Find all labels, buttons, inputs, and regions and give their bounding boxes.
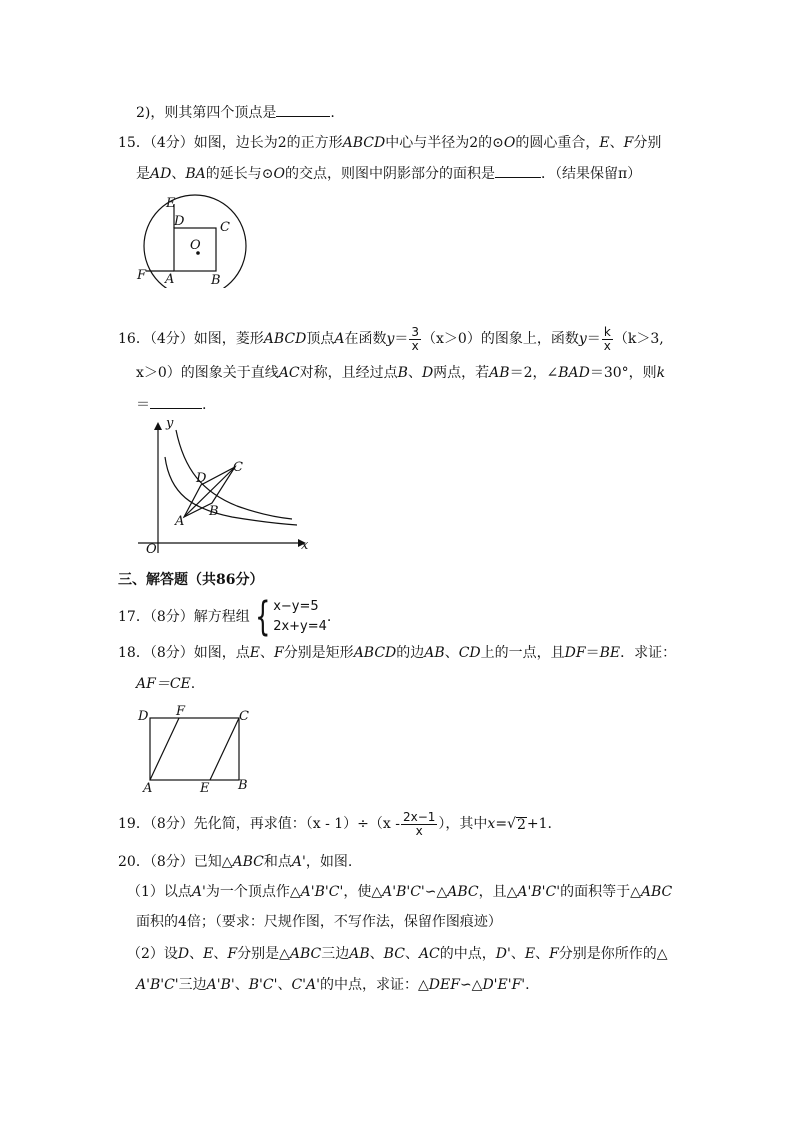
q18-p8: 、: [444, 645, 459, 661]
frac-den: x: [415, 823, 423, 838]
q16-y1: y: [386, 331, 395, 347]
q20-s1b: A': [191, 884, 206, 900]
q18-p6: 的边: [396, 645, 425, 661]
q16-l2c: 对称，且经过点: [299, 365, 398, 381]
q15-p8: 分别: [633, 135, 662, 151]
q16-head: 16．（4分）如图，菱形: [118, 331, 264, 347]
q20-s2m: 、: [404, 946, 419, 962]
fraction-3-over-x: [409, 326, 421, 353]
q16-l2e: 、: [407, 365, 422, 381]
q15-line1: [118, 133, 661, 153]
q16-p3: A: [334, 331, 345, 347]
q20-s1h: ABC: [447, 884, 479, 900]
label-x: x: [301, 538, 309, 553]
q18-p2: 、: [259, 645, 274, 661]
q20-s2s: 、: [535, 946, 550, 962]
q18-line2: [136, 674, 195, 694]
label-d: D: [196, 471, 207, 486]
q20-s2q: 、: [510, 946, 525, 962]
label-e: E: [200, 781, 210, 794]
fraction-k-over-x: [602, 326, 613, 353]
q16-line3: [136, 394, 206, 415]
q16-l2l: k: [656, 365, 666, 381]
q16-l2j: BAD: [558, 365, 590, 381]
q15-l2f: O: [273, 166, 285, 182]
q20-s2t: F: [549, 946, 559, 962]
q20-s2line2h: 的中点，求证：△: [320, 977, 429, 993]
label-a: A: [143, 781, 153, 794]
q20-s1l: ABC: [640, 884, 673, 900]
q18-end: .: [190, 676, 196, 692]
label-a: A: [165, 272, 175, 287]
label-c: C: [220, 220, 230, 235]
q15-line2: [136, 163, 641, 184]
q20-s2g: 分别是△: [237, 946, 290, 962]
q15-figure: [132, 192, 252, 288]
q15-head: 15．（4分）如图，边长为2的正方形: [118, 135, 343, 151]
label-a: A: [175, 514, 185, 529]
q18-claim: AF＝CE: [136, 676, 191, 692]
sqrt-radicand: 2: [516, 816, 526, 833]
q19: [118, 806, 552, 842]
q20-s2f: F: [227, 946, 238, 962]
answer-blank[interactable]: [276, 102, 330, 117]
q16-l2a: x＞0）的图象关于直线: [136, 365, 279, 381]
q16-l2d: B: [397, 365, 408, 381]
section-heading: 三、解答题（共86分）: [118, 572, 264, 588]
equations: [273, 597, 327, 637]
q15-l2c: 、: [171, 166, 186, 182]
q20-s2b: D: [177, 946, 190, 962]
q16-line2: [136, 363, 665, 383]
q16-eq1: ＝: [394, 331, 409, 347]
q15-p1: ABCD: [342, 135, 386, 151]
label-f: F: [176, 704, 186, 719]
q20-s2u: 分别是你所作的△: [558, 946, 668, 962]
q18-p13: BE: [599, 645, 621, 661]
q20-p4: ，如图.: [305, 854, 353, 870]
label-d: D: [174, 214, 185, 229]
q20-s2k: 、: [369, 946, 384, 962]
frac-den: x: [411, 338, 419, 353]
q15-p7: F: [623, 135, 634, 151]
q20-s2i: 三边: [321, 946, 350, 962]
q20-p2: 和点: [263, 854, 292, 870]
q20-s2p: D': [495, 946, 511, 962]
label-c: C: [239, 709, 249, 724]
q16-l3b: .: [202, 397, 207, 413]
q20-s2o: 的中点，: [439, 946, 496, 962]
q16-l2i: ＝2，∠: [509, 365, 559, 381]
q20-s2line2d: 、: [234, 977, 249, 993]
q14-end: .: [330, 105, 335, 121]
label-b: B: [238, 778, 248, 793]
q20-s1c: 为一个顶点作△: [205, 884, 301, 900]
q17-end: .: [326, 609, 332, 625]
q20-s2l: BC: [383, 946, 405, 962]
q20-s1a: （1）以点: [127, 884, 192, 900]
q20-sub1-line2: 面积的4倍；（要求：尺规作图，不写作法，保留作图痕迹）: [136, 914, 502, 930]
q17: [118, 596, 331, 638]
q18-p7: AB: [424, 645, 445, 661]
label-b: B: [211, 273, 221, 288]
segment-af: [150, 718, 179, 780]
q16-p4: 在函数: [344, 331, 387, 347]
q18-p14: ．求证：: [620, 645, 677, 661]
answer-blank[interactable]: [150, 394, 202, 409]
frac-num: 3: [411, 324, 420, 339]
q17-head: 17．（8分）解方程组: [118, 609, 250, 625]
frac-num: k: [603, 324, 611, 339]
q20-s2e: 、: [213, 946, 228, 962]
label-c: C: [233, 460, 243, 475]
equation-2: 2x+y=4: [273, 619, 327, 634]
q20-s2n: AC: [418, 946, 440, 962]
q16-l3a: ＝: [136, 397, 150, 413]
label-o: O: [190, 238, 201, 253]
q15-l2g: 的交点，则图中阴影部分的面积是: [284, 166, 495, 182]
q15-p5: E: [599, 135, 610, 151]
q20-s2r: E: [524, 946, 536, 962]
q14-tail: [136, 102, 335, 123]
q18-p5: ABCD: [353, 645, 397, 661]
fraction-2x-minus-1-over-x: [401, 811, 437, 838]
q19-head: 19．（8分）先化简，再求值：（x - 1）÷（x -: [118, 816, 400, 832]
q15-p4: 的圆心重合，: [515, 135, 600, 151]
q18-p10: 上的一点，且: [480, 645, 565, 661]
q20-sub1-line1: [127, 882, 672, 902]
q15-p2: 中心与半径为2的⊙: [385, 135, 504, 151]
label-d: D: [138, 709, 149, 724]
q20-s2d: E: [203, 946, 214, 962]
q18-figure: [134, 702, 254, 794]
q19-tail: +1.: [526, 816, 552, 832]
q20-s1k: 的面积等于△: [560, 884, 641, 900]
q16-p1: ABCD: [263, 331, 307, 347]
q20-s2a: （2）设: [127, 946, 178, 962]
q18-p11: DF: [564, 645, 586, 661]
q20-s2line2a: A'B'C': [136, 977, 179, 993]
q18-p9: CD: [458, 645, 481, 661]
rectangle-abcd: [150, 718, 239, 780]
q20-s2line2j: ∽△: [459, 977, 483, 993]
q15-p3: O: [503, 135, 516, 151]
q18-p12: ＝: [585, 645, 600, 661]
q20-s2j: AB: [349, 946, 370, 962]
answer-blank[interactable]: [495, 163, 541, 178]
q16-l2f: D: [421, 365, 434, 381]
label-b: B: [209, 504, 219, 519]
left-brace-icon: {: [254, 594, 271, 640]
q18-p1: E: [249, 645, 260, 661]
segment-ce: [210, 718, 239, 780]
q20-s2line2b: 三边: [178, 977, 207, 993]
q16-cond2: （k＞3,: [613, 331, 664, 347]
q20-s2line2e: B'C': [248, 977, 278, 993]
q16-y2: y: [578, 331, 587, 347]
frac-num: 2x−1: [402, 809, 436, 824]
q20-s2line2c: A'B': [206, 977, 235, 993]
q19-mid: ），其中: [438, 816, 488, 832]
q20-p1: ABC: [232, 854, 264, 870]
q20-s2h: ABC: [289, 946, 322, 962]
label-o: O: [146, 542, 157, 557]
q16-l2g: 两点，若: [433, 365, 490, 381]
equation-1: x−y=5: [273, 599, 319, 614]
equation-system: [250, 594, 327, 640]
q20-s2line2g: C'A': [291, 977, 320, 993]
q20-head: 20．（8分）已知△: [118, 854, 233, 870]
q15-p6: 、: [609, 135, 624, 151]
q15-l2a: 是: [136, 166, 150, 182]
q16-eq2: ＝: [586, 331, 601, 347]
y-axis-arrow-icon: [154, 422, 162, 430]
q20-sub2-line2: [136, 975, 530, 995]
q20-s1j: A'B'C': [517, 884, 561, 900]
q15-l2b: AD: [150, 166, 172, 182]
q15-l2d: BA: [185, 166, 206, 182]
q15-l2e: 的延长与⊙: [205, 166, 274, 182]
q16-p2: 顶点: [306, 331, 335, 347]
q20-p3: A': [291, 854, 306, 870]
sqrt-sign-icon: √: [507, 816, 516, 832]
label-e: E: [166, 196, 176, 211]
q14-text: 2)，则其第四个顶点是: [136, 105, 277, 121]
q20-s1g: ∽△: [424, 884, 448, 900]
q16-l2h: AB: [489, 365, 510, 381]
q16-l2b: AC: [278, 365, 300, 381]
q15-l2h: ．（结果保留π）: [540, 166, 642, 182]
q20-s1d: A'B'C': [300, 884, 344, 900]
q20-s2line2i: DEF: [428, 977, 460, 993]
label-f: F: [137, 268, 147, 283]
label-y: y: [166, 416, 174, 431]
q18-line1: [118, 643, 676, 663]
q16-cond1: （x＞0）的图象上，函数: [422, 331, 579, 347]
q20-s2line2l: .: [525, 977, 530, 993]
q18-head: 18．（8分）如图，点: [118, 645, 250, 661]
frac-den: x: [603, 338, 611, 353]
q20-line1: [118, 852, 352, 872]
q20-s2line2f: 、: [277, 977, 292, 993]
q16-l2k: ＝30°，则: [589, 365, 657, 381]
q16-line1: [118, 322, 664, 356]
q20-s1i: ，且△: [478, 884, 518, 900]
q19-eq: =: [495, 816, 508, 832]
q20-s1f: A'B'C': [382, 884, 425, 900]
q20-s2c: 、: [189, 946, 204, 962]
q18-p3: F: [273, 645, 284, 661]
q20-sub2-line1: [127, 944, 668, 964]
q20-s2line2k: D'E'F': [482, 977, 526, 993]
q19-x: x: [487, 816, 496, 832]
q18-p4: 分别是矩形: [283, 645, 354, 661]
q16-figure: [132, 414, 312, 559]
q20-s1e: ，使△: [343, 884, 383, 900]
